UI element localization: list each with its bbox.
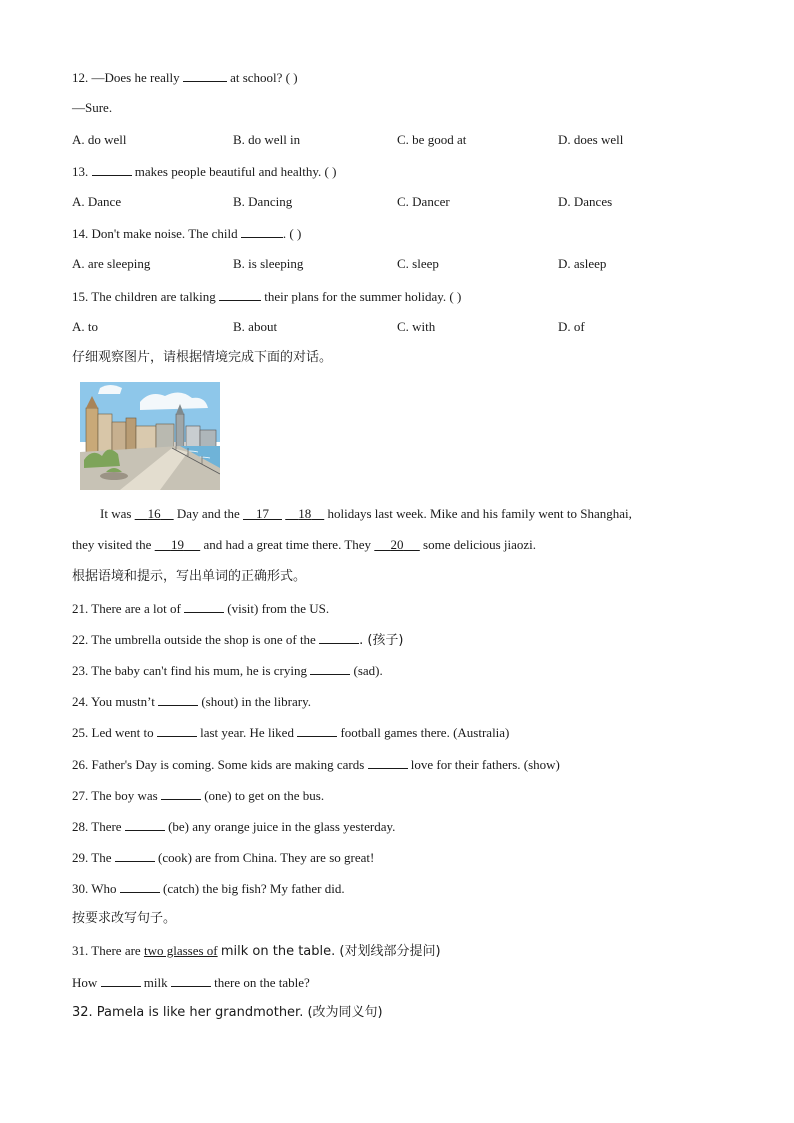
- question-21: 21. There are a lot of (visit) from the US.: [72, 601, 330, 616]
- question-22: 22. The umbrella outside the shop is one of the . (孩子): [72, 632, 404, 648]
- passage-line-1: It was 16 Day and the 17 18 holidays last week. Mike and his family went to Shanghai,: [100, 506, 632, 521]
- blank-16[interactable]: 16: [147, 506, 161, 521]
- section-heading-word-forms: 根据语境和提示，写出单词的正确形式。: [72, 569, 307, 584]
- answer-blank[interactable]: [297, 724, 337, 737]
- answer-blank[interactable]: [161, 787, 201, 800]
- option-d[interactable]: D. does well: [558, 132, 624, 147]
- option-a[interactable]: A. Dance: [72, 194, 122, 209]
- option-d[interactable]: D. asleep: [558, 256, 607, 271]
- question-24: 24. You mustn’t (shout) in the library.: [72, 694, 311, 709]
- answer-blank[interactable]: [183, 69, 227, 82]
- answer-blank[interactable]: [120, 880, 160, 893]
- blank-17[interactable]: 17: [255, 506, 269, 521]
- option-b[interactable]: B. Dancing: [233, 194, 293, 209]
- option-c[interactable]: C. be good at: [397, 132, 467, 147]
- answer-blank[interactable]: [319, 631, 359, 644]
- question-12: 12. —Does he really at school? ( ): [72, 70, 298, 85]
- question-32: 32. Pamela is like her grandmother. (改为同义句): [72, 1005, 383, 1020]
- question-12-reply: —Sure.: [72, 100, 113, 115]
- question-26: 26. Father's Day is coming. Some kids are making cards love for their fathers. (show): [72, 757, 560, 772]
- answer-blank[interactable]: [310, 662, 350, 675]
- option-b[interactable]: B. about: [233, 319, 278, 334]
- question-25: 25. Led went to last year. He liked football games there. (Australia): [72, 725, 510, 740]
- option-c[interactable]: C. Dancer: [397, 194, 450, 209]
- option-a[interactable]: A. to: [72, 319, 98, 334]
- blank-20[interactable]: 20: [390, 537, 404, 552]
- question-28: 28. There (be) any orange juice in the glass yesterday.: [72, 819, 396, 834]
- question-29: 29. The (cook) are from China. They are so great!: [72, 850, 375, 865]
- option-b[interactable]: B. do well in: [233, 132, 301, 147]
- answer-blank[interactable]: [115, 849, 155, 862]
- option-d[interactable]: D. Dances: [558, 194, 613, 209]
- option-b[interactable]: B. is sleeping: [233, 256, 304, 271]
- answer-blank[interactable]: [171, 974, 211, 987]
- option-c[interactable]: C. sleep: [397, 256, 439, 271]
- question-23: 23. The baby can't find his mum, he is crying (sad).: [72, 663, 383, 678]
- question-27: 27. The boy was (one) to get on the bus.: [72, 788, 325, 803]
- answer-blank[interactable]: [101, 974, 141, 987]
- answer-blank[interactable]: [219, 288, 261, 301]
- shanghai-bund-illustration-icon: [80, 382, 220, 490]
- option-c[interactable]: C. with: [397, 319, 436, 334]
- question-13: 13. makes people beautiful and healthy. ( ): [72, 164, 337, 179]
- option-d[interactable]: D. of: [558, 319, 585, 334]
- question-30: 30. Who (catch) the big fish? My father did.: [72, 881, 345, 896]
- answer-blank[interactable]: [184, 600, 224, 613]
- option-a[interactable]: A. are sleeping: [72, 256, 151, 271]
- answer-blank[interactable]: [125, 818, 165, 831]
- option-a[interactable]: A. do well: [72, 132, 127, 147]
- question-14: 14. Don't make noise. The child . ( ): [72, 226, 302, 241]
- blank-18[interactable]: 18: [298, 506, 312, 521]
- answer-blank[interactable]: [92, 163, 132, 176]
- question-31-answer: How milk there on the table?: [72, 975, 310, 990]
- section-heading-rewrite: 按要求改写句子。: [72, 911, 177, 926]
- blank-19[interactable]: 19: [170, 537, 184, 552]
- answer-blank[interactable]: [158, 693, 198, 706]
- question-15: 15. The children are talking their plans for the summer holiday. ( ): [72, 289, 462, 304]
- answer-blank[interactable]: [241, 225, 283, 238]
- underlined-phrase: two glasses of: [143, 943, 218, 958]
- passage-line-2: they visited the 19 and had a great time there. They 20 some delicious jiaozi.: [72, 537, 537, 552]
- question-31: 31. There are two glasses of milk on the table. (对划线部分提问): [72, 943, 441, 959]
- answer-blank[interactable]: [157, 724, 197, 737]
- section-heading-picture: 仔细观察图片，请根据情境完成下面的对话。: [72, 350, 333, 365]
- answer-blank[interactable]: [368, 756, 408, 769]
